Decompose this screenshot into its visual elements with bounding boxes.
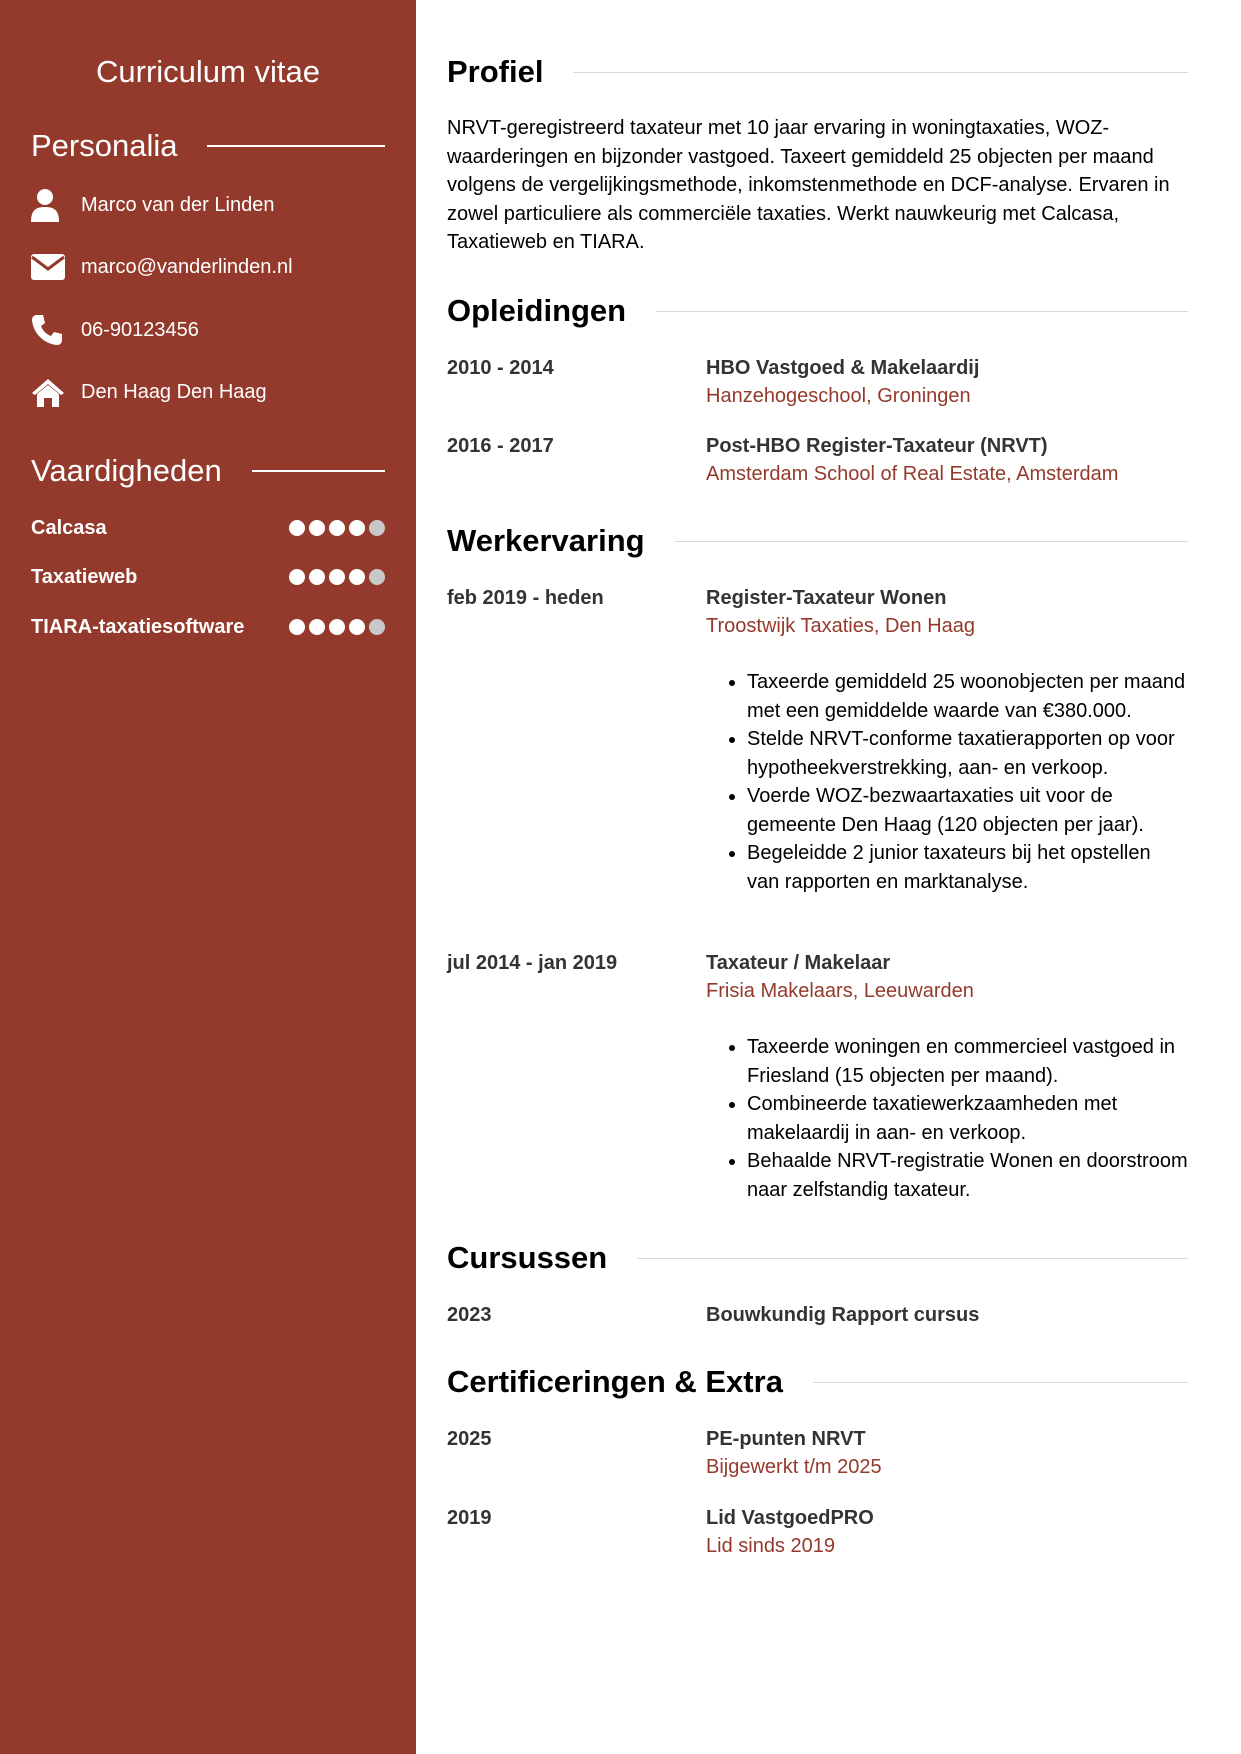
bullet-item: • Taxeerde gemiddeld 25 woonobjecten per maand met een gemiddelde waarde van €380.000. (747, 668, 1188, 725)
personalia-heading (31, 126, 385, 166)
skills-heading-label: Vaardigheden (31, 453, 222, 488)
rating-dot-empty (369, 520, 385, 536)
entry-date: 2016 - 2017 (447, 435, 554, 457)
phone-icon (31, 313, 65, 347)
skill-name: Calcasa (31, 517, 107, 539)
entry-institution: Hanzehogeschool, Groningen (706, 385, 971, 407)
contact-phone[interactable] (31, 313, 199, 347)
experience-heading (447, 521, 1188, 561)
entry-bullets (706, 1033, 1188, 1204)
contact-name (31, 188, 274, 222)
skill-row (31, 515, 385, 541)
rating-dot-filled (289, 520, 305, 536)
skill-name: TIARA-taxatiesoftware (31, 616, 245, 638)
skill-row (31, 614, 385, 640)
contact-address-text: Den Haag Den Haag (81, 381, 267, 403)
rating-dot-filled (309, 619, 325, 635)
main-content (447, 0, 1188, 1754)
bullet-item: • Combineerde taxatiewerkzaamheden met makelaardij in aan- en verkoop. (747, 1090, 1188, 1147)
rating-dot-filled (309, 520, 325, 536)
section-divider (573, 72, 1188, 73)
rating-dot-filled (349, 520, 365, 536)
skill-rating (289, 520, 385, 536)
entry-institution: Amsterdam School of Real Estate, Amsterdam (706, 463, 1119, 485)
user-icon (31, 188, 65, 222)
contact-phone-text[interactable]: 06-90123456 (81, 319, 199, 341)
rating-dot-filled (349, 619, 365, 635)
entry-detail: Lid sinds 2019 (706, 1535, 835, 1557)
skill-rating (289, 569, 385, 585)
section-divider (813, 1382, 1188, 1383)
envelope-icon (31, 250, 65, 284)
section-divider (656, 311, 1188, 312)
entry-company: Frisia Makelaars, Leeuwarden (706, 980, 974, 1002)
bullet-item: • Begeleidde 2 junior taxateurs bij het opstellen van rapporten en marktanalyse. (747, 839, 1188, 896)
rating-dot-filled (309, 569, 325, 585)
contact-name-text: Marco van der Linden (81, 194, 275, 216)
skill-row (31, 564, 385, 590)
entry-detail: Bijgewerkt t/m 2025 (706, 1456, 882, 1478)
certifications-heading (447, 1362, 1188, 1402)
profile-heading-label: Profiel (447, 54, 544, 89)
bullet-item: • Taxeerde woningen en commercieel vastgoed in Friesland (15 objecten per maand). (747, 1033, 1188, 1090)
profile-text: NRVT-geregistreerd taxateur met 10 jaar ervaring in woningtaxaties, WOZ-waarderingen en bijzonder vastgoed. Taxeert gemiddeld 25 objecten per maand volgens de vergelijkingsmethode, inkomstenmethode en DCF-analyse. Ervaren in zowel particuliere als commerciële taxaties. Werkt nauwkeurig met Calcasa, Taxatieweb en TIARA. (447, 117, 1170, 253)
heading-divider (207, 145, 385, 147)
entry-date: feb 2019 - heden (447, 587, 604, 609)
rating-dot-filled (329, 619, 345, 635)
entry-title: Bouwkundig Rapport cursus (706, 1304, 980, 1326)
sidebar (0, 0, 416, 1754)
rating-dot-filled (329, 569, 345, 585)
entry-title: PE-punten NRVT (706, 1428, 866, 1450)
education-heading (447, 291, 1188, 331)
entry-date: jul 2014 - jan 2019 (447, 952, 618, 974)
experience-heading-label: Werkervaring (447, 523, 645, 558)
rating-dot-filled (329, 520, 345, 536)
profile-heading (447, 52, 1188, 92)
rating-dot-filled (289, 619, 305, 635)
entry-date: 2025 (447, 1428, 492, 1450)
certifications-heading-label: Certificeringen & Extra (447, 1364, 783, 1399)
contact-address (31, 375, 267, 409)
skill-rating (289, 619, 385, 635)
entry-title: HBO Vastgoed & Makelaardij (706, 357, 980, 379)
entry-date: 2023 (447, 1304, 492, 1326)
rating-dot-filled (349, 569, 365, 585)
entry-title: Post-HBO Register-Taxateur (NRVT) (706, 435, 1048, 457)
contact-email[interactable] (31, 250, 293, 284)
entry-date: 2010 - 2014 (447, 357, 554, 379)
skill-name: Taxatieweb (31, 566, 138, 588)
heading-divider (252, 470, 385, 472)
entry-title: Lid VastgoedPRO (706, 1507, 874, 1529)
courses-heading-label: Cursussen (447, 1240, 608, 1275)
bullet-item: • Behaalde NRVT-registratie Wonen en doorstroom naar zelfstandig taxateur. (747, 1147, 1188, 1204)
entry-title: Register-Taxateur Wonen (706, 587, 947, 609)
rating-dot-empty (369, 569, 385, 585)
entry-title: Taxateur / Makelaar (706, 952, 891, 974)
courses-heading (447, 1238, 1188, 1278)
section-divider (675, 541, 1188, 542)
education-heading-label: Opleidingen (447, 293, 627, 328)
bullet-item: • Voerde WOZ-bezwaartaxaties uit voor de gemeente Den Haag (120 objecten per jaar). (747, 782, 1188, 839)
bullet-item: • Stelde NRVT-conforme taxatierapporten op voor hypotheekverstrekking, aan- en verkoop. (747, 725, 1188, 782)
entry-company: Troostwijk Taxaties, Den Haag (706, 615, 976, 637)
contact-email-text[interactable]: marco@vanderlinden.nl (81, 256, 293, 278)
home-icon (31, 375, 65, 409)
section-divider (637, 1258, 1188, 1259)
skills-heading (31, 451, 385, 491)
cv-title: Curriculum vitae (96, 54, 320, 89)
entry-date: 2019 (447, 1507, 492, 1529)
rating-dot-filled (289, 569, 305, 585)
rating-dot-empty (369, 619, 385, 635)
entry-bullets (706, 668, 1188, 896)
personalia-heading-label: Personalia (31, 128, 178, 163)
